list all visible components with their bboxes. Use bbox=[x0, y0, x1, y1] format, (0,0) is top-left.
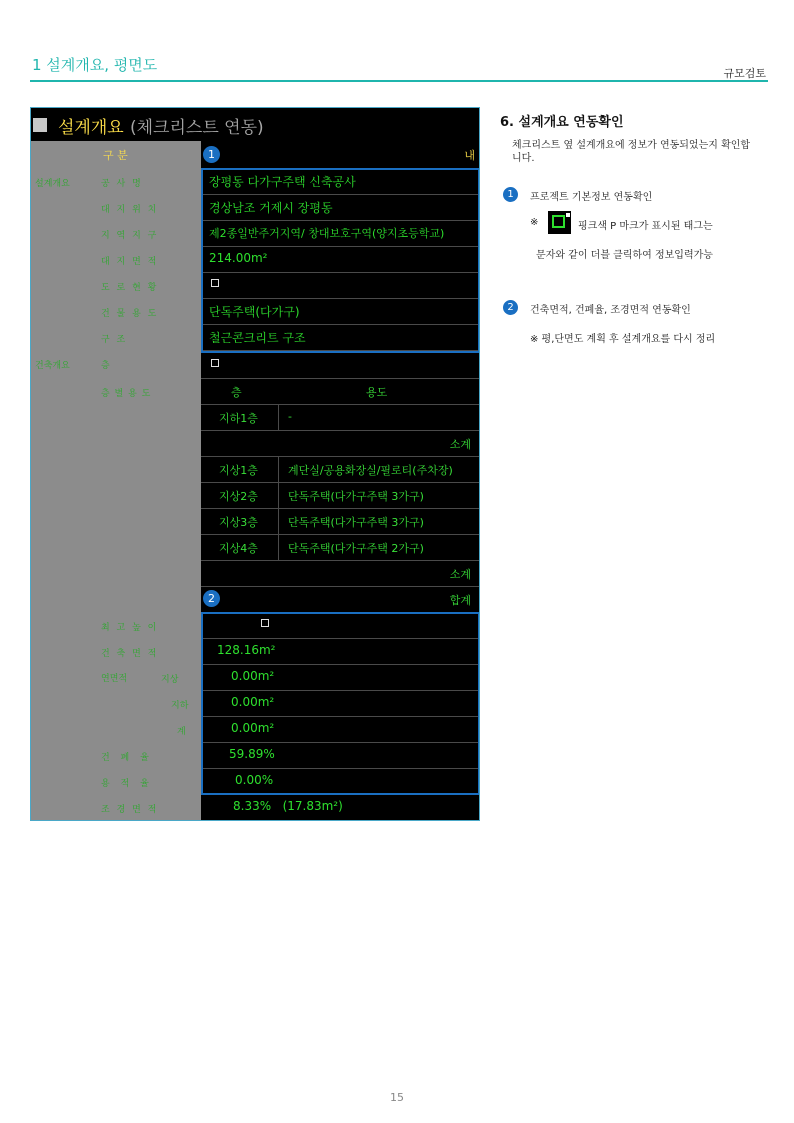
site-location-value[interactable]: 경상남조 거제시 장평동 bbox=[209, 201, 333, 215]
row-floor-area-ratio: 용 적 율 0.00% bbox=[201, 768, 479, 795]
basement-subtotal: 소계 bbox=[201, 430, 479, 457]
header-divider bbox=[30, 80, 768, 82]
item1-title: 프로젝트 기본정보 연동확인 bbox=[530, 192, 653, 203]
row-floors: 층 bbox=[201, 352, 479, 379]
group-label-overview: 설계개요 bbox=[35, 179, 70, 189]
highlight-box-2 bbox=[201, 612, 480, 795]
p-mark-example-icon bbox=[548, 211, 571, 234]
floor-row-2: 지상2층 단독주택(다가구주택 3가구) bbox=[201, 482, 479, 509]
floors-total: 합계 bbox=[201, 586, 479, 613]
coverage-value[interactable]: 59.89% bbox=[229, 747, 275, 761]
row-below-area: 지하 0.00m² bbox=[201, 690, 479, 717]
floor-row-3: 지상3층 단독주택(다가구주택 3가구) bbox=[201, 508, 479, 535]
explanation-description: 체크리스트 옆 설계개요에 정보가 연동되었는지 확인합니다. bbox=[512, 140, 751, 164]
row-building-area: 건 축 면 적 128.16m² bbox=[201, 638, 479, 665]
header-right-label: 규모검토 bbox=[723, 67, 766, 80]
item1-note-text: 핑크색 P 마크가 표시된 태그는 bbox=[578, 221, 713, 232]
design-overview-screenshot bbox=[30, 107, 480, 821]
item2-badge: 2 bbox=[503, 300, 518, 315]
row-structure: 구 조 철근콘크리트 구조 bbox=[201, 324, 479, 351]
row-building-use: 건 물 용 도 단독주택(다가구) bbox=[201, 298, 479, 325]
panel-subtitle: (체크리스트 연동) bbox=[130, 118, 264, 138]
header-nae-cell: 내 bbox=[201, 141, 479, 169]
item1-note-prefix: ※ bbox=[530, 217, 539, 228]
row-above-area: 지상 0.00m² bbox=[201, 664, 479, 691]
row-zoning: 지 역 지 구 제2종일반주거지역/ 창대보호구역(양지초등학교) bbox=[201, 220, 479, 247]
explanation-title: 6. 설계개요 연동확인 bbox=[500, 115, 624, 130]
panel-title-bar bbox=[31, 108, 479, 141]
building-area-value[interactable]: 128.16m² bbox=[217, 643, 276, 657]
zoning-value[interactable]: 제2종일반주거지역/ 창대보호구역(양지초등학교) bbox=[209, 227, 445, 240]
row-road: 도 로 현 황 bbox=[201, 272, 479, 299]
project-name-value[interactable]: 장평동 다가구주택 신축공사 bbox=[209, 175, 356, 189]
highlight-box-1 bbox=[201, 168, 480, 353]
row-total-area: 계 0.00m² bbox=[201, 716, 479, 743]
row-project-name: 공 사 명 장평동 다가구주택 신축공사 bbox=[201, 168, 479, 195]
header-gubun-cell: 구 분 bbox=[31, 141, 201, 168]
item1-note-line2: 문자와 같이 더블 클릭하여 정보입력가능 bbox=[536, 250, 713, 261]
badge-2: 2 bbox=[203, 590, 220, 607]
row-landscape: 조 경 면 적 8.33% (17.83m²) bbox=[101, 799, 343, 815]
item1-badge: 1 bbox=[503, 187, 518, 202]
floor-row-1: 지상1층 계단실/공용화장실/필로티(주차장) bbox=[201, 456, 479, 483]
row-site-location: 대 지 위 치 경상남조 거제시 장평동 bbox=[201, 194, 479, 221]
page-number: 15 bbox=[390, 1091, 404, 1104]
row-coverage: 건 폐 율 59.89% bbox=[201, 742, 479, 769]
above-subtotal: 소계 bbox=[201, 560, 479, 587]
p-mark-icon[interactable] bbox=[211, 359, 219, 367]
site-area-value[interactable]: 214.00m² bbox=[209, 251, 268, 265]
panel-title: 설계개요 bbox=[58, 118, 124, 138]
far-value[interactable]: 0.00% bbox=[235, 773, 274, 787]
building-use-value[interactable]: 단독주택(다가구) bbox=[209, 305, 300, 319]
item2-note: ※ 평,단면도 계획 후 설계개요를 다시 정리 bbox=[530, 334, 716, 345]
gross-area-group-label: 연면적 bbox=[101, 674, 128, 684]
row-site-area: 대 지 면 적 214.00m² bbox=[201, 246, 479, 273]
floor-row-4: 지상4층 단독주택(다가구주택 2가구) bbox=[201, 534, 479, 561]
landscape-value[interactable]: 8.33% (17.83m²) bbox=[233, 799, 343, 813]
row-max-height: 최 고 높 이 bbox=[201, 612, 479, 639]
square-bullet-icon bbox=[33, 118, 47, 132]
floor-table-header: 층 별 용 도 층 용도 bbox=[201, 378, 479, 405]
item2-title: 건축면적, 건폐율, 조경면적 연동확인 bbox=[530, 305, 691, 316]
section-title: 1 설계개요, 평면도 bbox=[32, 56, 158, 74]
badge-1: 1 bbox=[203, 146, 220, 163]
group-column bbox=[31, 168, 97, 821]
structure-value[interactable]: 철근콘크리트 구조 bbox=[209, 331, 306, 345]
floor-row-basement: 지하1층 - bbox=[201, 404, 479, 431]
group-label-building: 건축개요 bbox=[35, 361, 70, 371]
